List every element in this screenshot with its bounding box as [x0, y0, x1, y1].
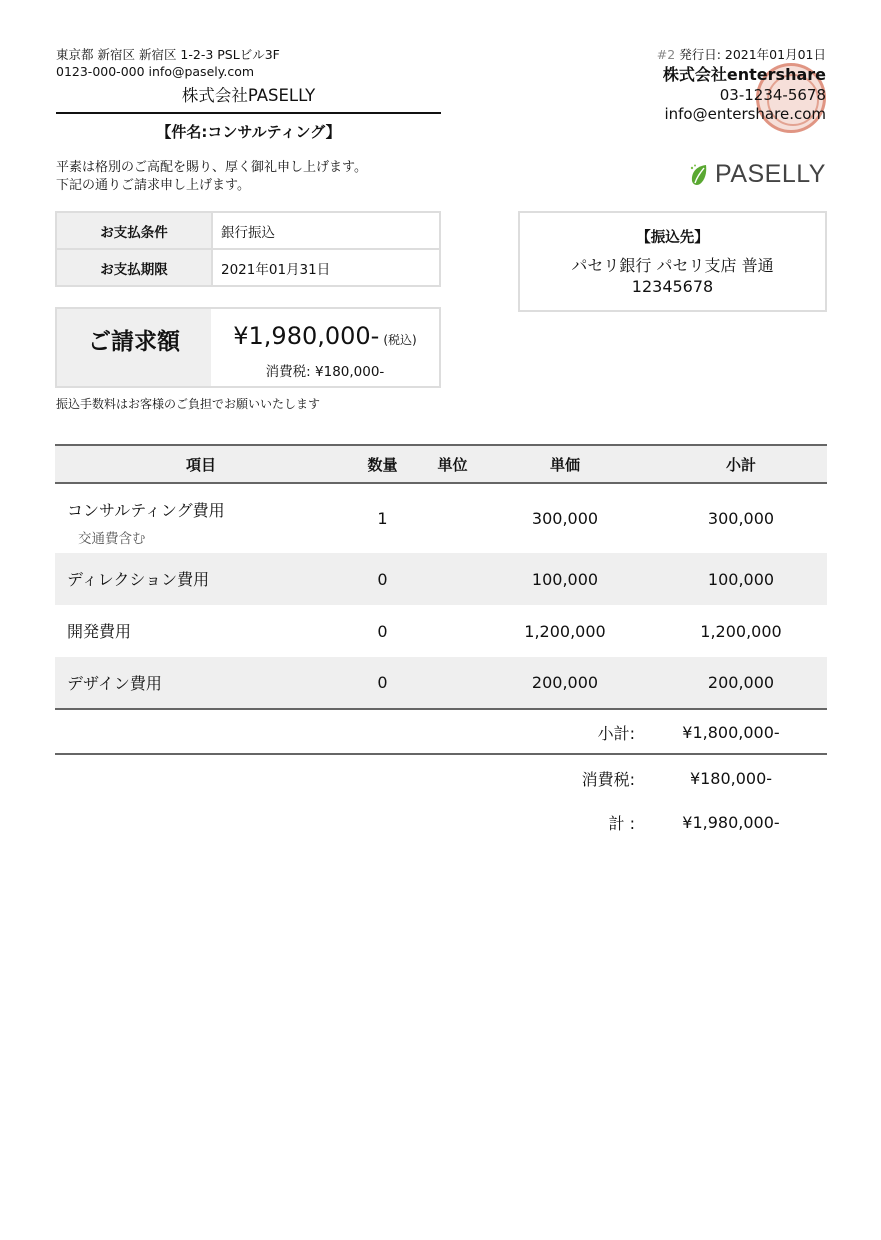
item-price: 100,000	[475, 553, 655, 605]
tax-included-note: (税込)	[383, 333, 417, 347]
item-name: 開発費用	[67, 622, 132, 641]
amount-label: ご請求額	[57, 309, 211, 386]
greeting-line-2: 下記の通りご請求申し上げます。	[56, 178, 250, 193]
bank-branch: パセリ銀行 パセリ支店 普通	[571, 256, 774, 275]
item-qty: 0	[335, 657, 430, 709]
bank-title: 【振込先】	[636, 230, 709, 246]
item-subtotal: 300,000	[707, 509, 775, 528]
amount-tax: 消費税: ¥180,000-	[265, 364, 385, 380]
item-name: デザイン費用	[55, 657, 335, 709]
terms-value: 銀行振込	[212, 212, 440, 249]
item-note: 交通費含む	[78, 531, 146, 547]
amount-total: ¥1,980,000-	[233, 322, 380, 350]
recipient-block	[657, 46, 826, 124]
company-logo	[689, 160, 826, 189]
sender-contact: 0123-000-000 info@pasely.com	[56, 64, 255, 79]
terms-value: 2021年01月31日	[212, 249, 440, 286]
item-qty: 0	[377, 621, 388, 641]
bank-info-box	[518, 211, 827, 312]
items-header-row	[55, 445, 827, 483]
items-table	[55, 444, 827, 710]
payment-terms-table	[55, 211, 441, 287]
item-qty: 0	[335, 553, 430, 605]
fee-note: 振込手数料はお客様のご負担でお願いいたします	[56, 397, 321, 411]
subtotal-label: 小計:	[597, 723, 635, 743]
table-row	[55, 657, 827, 709]
leaf-icon	[689, 163, 709, 187]
sender-address: 東京都 新宿区 新宿区 1-2-3 PSLビル3F	[56, 47, 280, 62]
tax-row	[55, 756, 827, 800]
recipient-company: 株式会社entershare	[662, 65, 826, 84]
item-name: ディレクション費用	[55, 553, 335, 605]
item-subtotal: 1,200,000	[700, 621, 782, 641]
issue-line	[657, 46, 826, 64]
item-price: 1,200,000	[524, 621, 606, 641]
item-unit	[430, 483, 475, 553]
total-value: ¥1,980,000-	[682, 812, 780, 832]
item-subtotal: 200,000	[655, 657, 827, 709]
header-price: 単価	[475, 445, 655, 483]
table-row	[55, 483, 827, 553]
sender-company: 株式会社PASELLY	[56, 82, 441, 114]
item-name: コンサルティング費用	[67, 501, 225, 520]
table-row	[55, 605, 827, 657]
logo-text: PASELLY	[715, 160, 826, 188]
greeting-line-1: 平素は格別のご高配を賜り、厚く御礼申し上げます。	[56, 160, 367, 175]
tax-label: 消費税:	[581, 769, 635, 789]
sender-address-block	[56, 46, 280, 80]
invoice-subject: 【件名:コンサルティング】	[156, 123, 341, 141]
bank-account-number: 12345678	[631, 277, 714, 296]
amount-value-block	[211, 309, 439, 386]
recipient-phone: 03-1234-5678	[719, 86, 826, 104]
subtotal-row	[55, 711, 827, 755]
subtotal-value: ¥1,800,000-	[682, 722, 780, 742]
item-name-cell	[55, 483, 335, 553]
item-qty: 1	[377, 509, 388, 528]
greeting	[56, 159, 367, 195]
total-row	[55, 800, 827, 844]
header-qty: 数量	[335, 445, 430, 483]
total-label: 計 :	[608, 813, 635, 833]
header-subtotal: 小計	[655, 445, 827, 483]
header-unit: 単位	[430, 445, 475, 483]
recipient-email: info@entershare.com	[664, 105, 826, 123]
header-item: 項目	[55, 445, 335, 483]
tax-value: ¥180,000-	[689, 768, 773, 788]
terms-label: お支払期限	[56, 249, 212, 286]
table-row	[55, 553, 827, 605]
terms-row	[56, 212, 440, 249]
item-subtotal: 100,000	[655, 553, 827, 605]
issue-date: 発行日: 2021年01月01日	[679, 47, 826, 62]
item-price: 200,000	[475, 657, 655, 709]
terms-row	[56, 249, 440, 286]
invoice-number: #2	[656, 47, 676, 62]
item-price: 300,000	[531, 509, 599, 528]
amount-box	[55, 307, 441, 388]
terms-label: お支払条件	[56, 212, 212, 249]
item-unit	[430, 657, 475, 709]
item-unit	[430, 553, 475, 605]
item-unit	[430, 605, 475, 657]
